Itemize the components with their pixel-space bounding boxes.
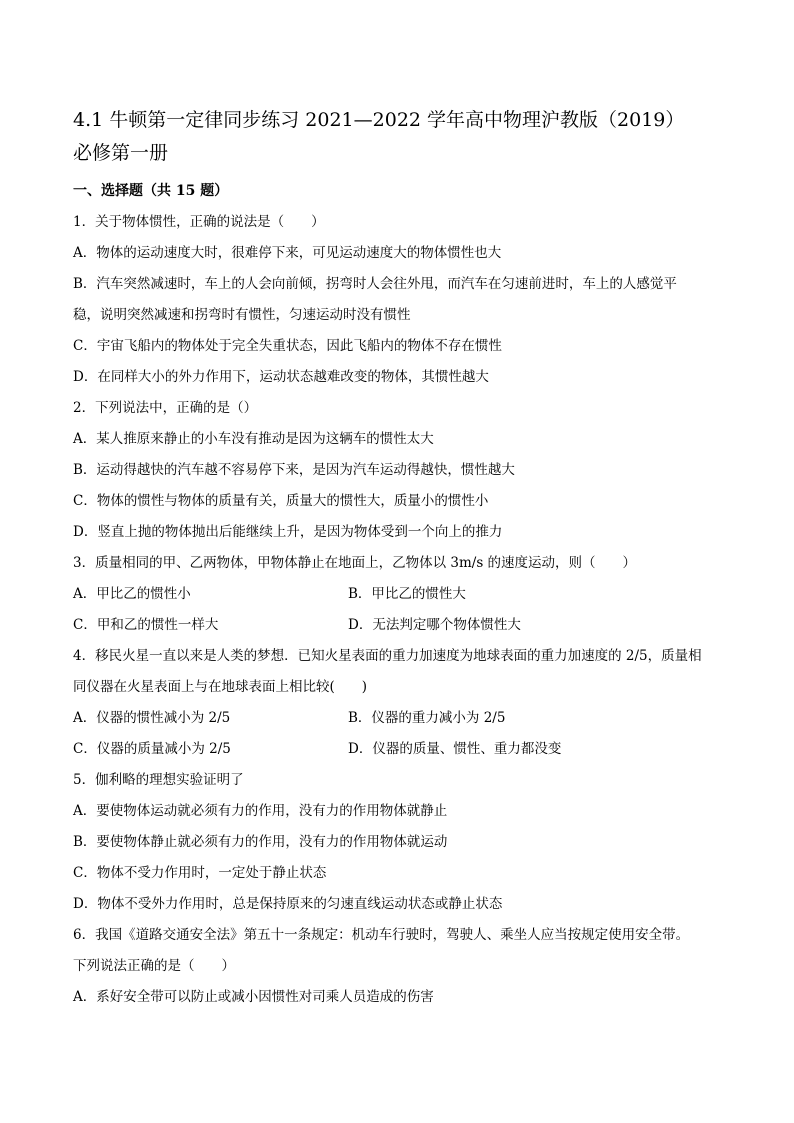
question-5-option-a: A．要使物体运动就必须有力的作用，没有力的作用物体就静止	[73, 803, 448, 819]
question-5-stem: 5．伽利略的理想实验证明了	[73, 772, 244, 788]
title-line-1: 4.1 牛顿第一定律同步练习 2021—2022 学年高中物理沪教版（2019）	[73, 109, 685, 131]
question-3-option-a: A．甲比乙的惯性小	[73, 586, 191, 602]
document-title	[73, 104, 723, 170]
question-1-stem: 1．关于物体惯性，正确的说法是（ ）	[73, 214, 325, 230]
question-4-option-d: D．仪器的质量、惯性、重力都没变	[348, 741, 562, 757]
question-6-stem-line-2: 下列说法正确的是（ ）	[73, 958, 235, 974]
question-3-option-b: B．甲比乙的惯性大	[348, 586, 466, 602]
question-3-option-c: C．甲和乙的惯性一样大	[73, 617, 219, 633]
question-5-option-c: C．物体不受力作用时，一定处于静止状态	[73, 865, 327, 881]
question-2-stem: 2．下列说法中，正确的是（）	[73, 400, 258, 416]
question-1-option-a: A．物体的运动速度大时，很难停下来，可见运动速度大的物体惯性也大	[73, 245, 502, 261]
section-heading: 一、选择题（共 15 题）	[73, 183, 229, 199]
question-4-options-row-2	[73, 734, 723, 765]
question-1-option-b-line-2: 稳，说明突然减速和拐弯时有惯性，匀速运动时没有惯性	[73, 307, 411, 323]
question-3-option-d: D．无法判定哪个物体惯性大	[348, 617, 521, 633]
question-2-option-a: A．某人推原来静止的小车没有推动是因为这辆车的惯性太大	[73, 431, 434, 447]
question-2-option-d: D．竖直上抛的物体抛出后能继续上升，是因为物体受到一个向上的推力	[73, 524, 503, 540]
question-3-options-row-1	[73, 579, 723, 610]
question-4-option-b: B．仪器的重力减小为 2/5	[348, 710, 506, 726]
question-1-option-d: D．在同样大小的外力作用下，运动状态越难改变的物体，其惯性越大	[73, 369, 489, 385]
document-page	[73, 104, 723, 1013]
question-6-option-a: A．系好安全带可以防止或减小因惯性对司乘人员造成的伤害	[73, 989, 434, 1005]
question-3-stem: 3．质量相同的甲、乙两物体，甲物体静止在地面上，乙物体以 3m/s 的速度运动，则（ ）	[73, 555, 637, 571]
question-1-option-c: C．宇宙飞船内的物体处于完全失重状态，因此飞船内的物体不存在惯性	[73, 338, 502, 354]
question-4-options-row-1	[73, 703, 723, 734]
question-4-option-c: C．仪器的质量减小为 2/5	[73, 741, 231, 757]
question-6-stem-line-1: 6．我国《道路交通安全法》第五十一条规定：机动车行驶时，驾驶人、乘坐人应当按规定使用安全带。	[73, 927, 690, 943]
question-3-options-row-2	[73, 610, 723, 641]
question-2-option-c: C．物体的惯性与物体的质量有关，质量大的惯性大，质量小的惯性小	[73, 493, 489, 509]
question-4-option-a: A．仪器的惯性减小为 2/5	[73, 710, 231, 726]
question-4-stem-line-2: 同仪器在火星表面上与在地球表面上相比较( )	[73, 679, 368, 695]
question-5-option-d: D．物体不受外力作用时，总是保持原来的匀速直线运动状态或静止状态	[73, 896, 503, 912]
question-2-option-b: B．运动得越快的汽车越不容易停下来，是因为汽车运动得越快，惯性越大	[73, 462, 515, 478]
title-line-2: 必修第一册	[73, 142, 169, 164]
question-4-stem-line-1: 4．移民火星一直以来是人类的梦想．已知火星表面的重力加速度为地球表面的重力加速度的 2/5，质量相	[73, 648, 702, 664]
question-5-option-b: B．要使物体静止就必须有力的作用，没有力的作用物体就运动	[73, 834, 448, 850]
question-1-option-b-line-1: B．汽车突然减速时，车上的人会向前倾，拐弯时人会往外甩，而汽车在匀速前进时，车上的人感觉平	[73, 276, 677, 292]
